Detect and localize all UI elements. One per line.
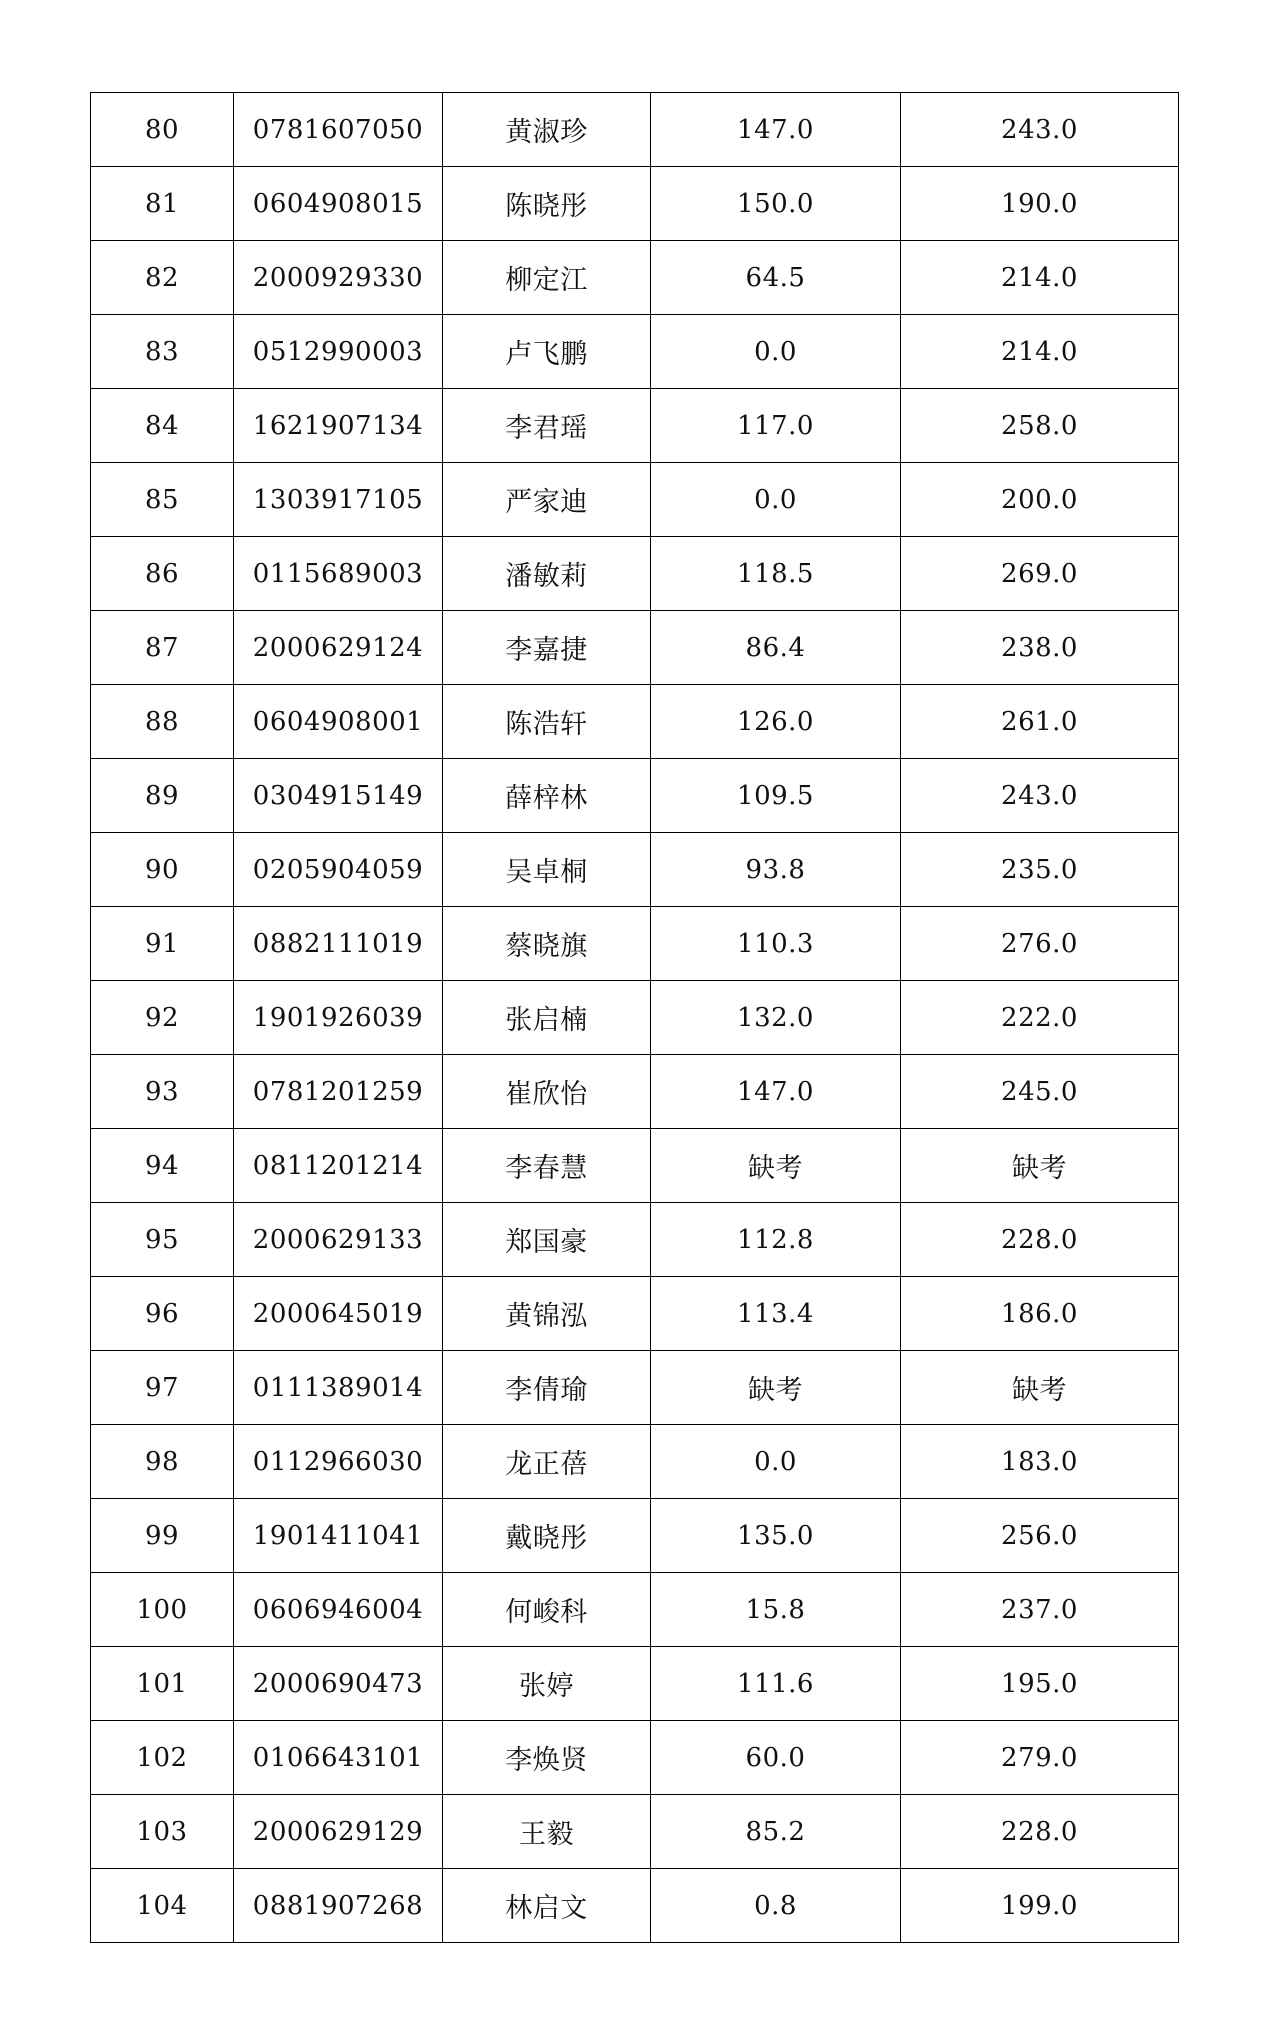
cell-candidate-id: 0811201214 <box>234 1129 443 1203</box>
cell-score-1: 150.0 <box>651 167 901 241</box>
cell-score-1: 85.2 <box>651 1795 901 1869</box>
cell-name: 李焕贤 <box>443 1721 651 1795</box>
cell-score-1: 112.8 <box>651 1203 901 1277</box>
cell-name: 郑国豪 <box>443 1203 651 1277</box>
cell-candidate-id: 1303917105 <box>234 463 443 537</box>
cell-score-2: 279.0 <box>901 1721 1179 1795</box>
cell-candidate-id: 0304915149 <box>234 759 443 833</box>
cell-candidate-id: 2000929330 <box>234 241 443 315</box>
cell-name: 张启楠 <box>443 981 651 1055</box>
cell-number: 95 <box>91 1203 234 1277</box>
cell-score-1: 0.8 <box>651 1869 901 1943</box>
cell-score-1: 64.5 <box>651 241 901 315</box>
table-row <box>91 241 1179 315</box>
cell-candidate-id: 1901926039 <box>234 981 443 1055</box>
cell-score-1: 135.0 <box>651 1499 901 1573</box>
cell-score-2: 200.0 <box>901 463 1179 537</box>
cell-candidate-id: 0604908001 <box>234 685 443 759</box>
table-row <box>91 315 1179 389</box>
table-row <box>91 1351 1179 1425</box>
cell-score-2: 228.0 <box>901 1795 1179 1869</box>
cell-score-2: 缺考 <box>901 1351 1179 1425</box>
cell-score-2: 276.0 <box>901 907 1179 981</box>
cell-score-2: 222.0 <box>901 981 1179 1055</box>
cell-candidate-id: 1621907134 <box>234 389 443 463</box>
cell-score-2: 245.0 <box>901 1055 1179 1129</box>
cell-number: 102 <box>91 1721 234 1795</box>
table-row <box>91 1795 1179 1869</box>
cell-score-2: 缺考 <box>901 1129 1179 1203</box>
cell-candidate-id: 0205904059 <box>234 833 443 907</box>
table-row <box>91 1203 1179 1277</box>
table-row <box>91 463 1179 537</box>
cell-candidate-id: 0115689003 <box>234 537 443 611</box>
cell-number: 82 <box>91 241 234 315</box>
cell-score-2: 261.0 <box>901 685 1179 759</box>
cell-number: 81 <box>91 167 234 241</box>
cell-score-1: 117.0 <box>651 389 901 463</box>
cell-name: 龙正蓓 <box>443 1425 651 1499</box>
cell-score-1: 15.8 <box>651 1573 901 1647</box>
cell-candidate-id: 0781607050 <box>234 93 443 167</box>
cell-candidate-id: 0111389014 <box>234 1351 443 1425</box>
table-row <box>91 907 1179 981</box>
cell-score-1: 86.4 <box>651 611 901 685</box>
cell-candidate-id: 0112966030 <box>234 1425 443 1499</box>
cell-candidate-id: 1901411041 <box>234 1499 443 1573</box>
cell-number: 83 <box>91 315 234 389</box>
table-row <box>91 759 1179 833</box>
score-table <box>90 92 1179 1943</box>
cell-number: 91 <box>91 907 234 981</box>
cell-score-2: 190.0 <box>901 167 1179 241</box>
cell-score-1: 111.6 <box>651 1647 901 1721</box>
cell-number: 100 <box>91 1573 234 1647</box>
cell-score-1: 118.5 <box>651 537 901 611</box>
table-row <box>91 1055 1179 1129</box>
cell-score-2: 237.0 <box>901 1573 1179 1647</box>
cell-name: 李嘉捷 <box>443 611 651 685</box>
cell-candidate-id: 2000645019 <box>234 1277 443 1351</box>
cell-name: 陈晓彤 <box>443 167 651 241</box>
table-row <box>91 1425 1179 1499</box>
cell-score-1: 110.3 <box>651 907 901 981</box>
cell-score-1: 113.4 <box>651 1277 901 1351</box>
cell-candidate-id: 2000690473 <box>234 1647 443 1721</box>
cell-name: 陈浩轩 <box>443 685 651 759</box>
cell-score-1: 0.0 <box>651 315 901 389</box>
cell-candidate-id: 0781201259 <box>234 1055 443 1129</box>
cell-name: 黄锦泓 <box>443 1277 651 1351</box>
table-row <box>91 1721 1179 1795</box>
cell-name: 李倩瑜 <box>443 1351 651 1425</box>
cell-score-2: 256.0 <box>901 1499 1179 1573</box>
cell-candidate-id: 0512990003 <box>234 315 443 389</box>
cell-score-1: 0.0 <box>651 463 901 537</box>
cell-name: 柳定江 <box>443 241 651 315</box>
cell-score-2: 258.0 <box>901 389 1179 463</box>
cell-number: 90 <box>91 833 234 907</box>
cell-score-2: 199.0 <box>901 1869 1179 1943</box>
cell-candidate-id: 2000629133 <box>234 1203 443 1277</box>
cell-name: 李春慧 <box>443 1129 651 1203</box>
cell-candidate-id: 0606946004 <box>234 1573 443 1647</box>
table-row <box>91 1129 1179 1203</box>
cell-score-2: 238.0 <box>901 611 1179 685</box>
cell-score-1: 93.8 <box>651 833 901 907</box>
table-row <box>91 1869 1179 1943</box>
cell-score-1: 60.0 <box>651 1721 901 1795</box>
cell-score-2: 243.0 <box>901 759 1179 833</box>
cell-name: 王毅 <box>443 1795 651 1869</box>
cell-number: 101 <box>91 1647 234 1721</box>
table-row <box>91 833 1179 907</box>
cell-name: 吴卓桐 <box>443 833 651 907</box>
cell-score-1: 147.0 <box>651 1055 901 1129</box>
table-row <box>91 537 1179 611</box>
table-row <box>91 611 1179 685</box>
cell-score-1: 126.0 <box>651 685 901 759</box>
cell-number: 94 <box>91 1129 234 1203</box>
cell-candidate-id: 2000629124 <box>234 611 443 685</box>
table-row <box>91 685 1179 759</box>
table-row <box>91 167 1179 241</box>
cell-score-1: 缺考 <box>651 1351 901 1425</box>
cell-candidate-id: 0106643101 <box>234 1721 443 1795</box>
cell-name: 戴晓彤 <box>443 1499 651 1573</box>
table-row <box>91 1499 1179 1573</box>
cell-number: 103 <box>91 1795 234 1869</box>
cell-number: 88 <box>91 685 234 759</box>
cell-score-1: 147.0 <box>651 93 901 167</box>
cell-candidate-id: 2000629129 <box>234 1795 443 1869</box>
cell-name: 薛梓林 <box>443 759 651 833</box>
cell-name: 李君瑶 <box>443 389 651 463</box>
cell-score-2: 235.0 <box>901 833 1179 907</box>
cell-name: 严家迪 <box>443 463 651 537</box>
cell-number: 92 <box>91 981 234 1055</box>
cell-number: 89 <box>91 759 234 833</box>
cell-number: 87 <box>91 611 234 685</box>
cell-score-2: 243.0 <box>901 93 1179 167</box>
cell-number: 97 <box>91 1351 234 1425</box>
cell-name: 林启文 <box>443 1869 651 1943</box>
cell-score-2: 195.0 <box>901 1647 1179 1721</box>
cell-score-1: 132.0 <box>651 981 901 1055</box>
table-row <box>91 389 1179 463</box>
cell-score-2: 183.0 <box>901 1425 1179 1499</box>
cell-score-2: 269.0 <box>901 537 1179 611</box>
table-row <box>91 1647 1179 1721</box>
cell-score-2: 186.0 <box>901 1277 1179 1351</box>
cell-number: 104 <box>91 1869 234 1943</box>
cell-score-2: 228.0 <box>901 1203 1179 1277</box>
cell-name: 蔡晓旗 <box>443 907 651 981</box>
table-row <box>91 981 1179 1055</box>
table-row <box>91 1573 1179 1647</box>
cell-number: 96 <box>91 1277 234 1351</box>
cell-number: 86 <box>91 537 234 611</box>
table-row <box>91 1277 1179 1351</box>
cell-score-2: 214.0 <box>901 241 1179 315</box>
cell-score-1: 缺考 <box>651 1129 901 1203</box>
cell-name: 黄淑珍 <box>443 93 651 167</box>
cell-candidate-id: 0881907268 <box>234 1869 443 1943</box>
cell-score-2: 214.0 <box>901 315 1179 389</box>
cell-name: 潘敏莉 <box>443 537 651 611</box>
table-body <box>91 93 1179 1943</box>
cell-score-1: 0.0 <box>651 1425 901 1499</box>
cell-name: 张婷 <box>443 1647 651 1721</box>
table-row <box>91 93 1179 167</box>
cell-candidate-id: 0882111019 <box>234 907 443 981</box>
cell-score-1: 109.5 <box>651 759 901 833</box>
cell-name: 何峻科 <box>443 1573 651 1647</box>
cell-number: 98 <box>91 1425 234 1499</box>
cell-number: 99 <box>91 1499 234 1573</box>
cell-name: 卢飞鹏 <box>443 315 651 389</box>
cell-number: 93 <box>91 1055 234 1129</box>
cell-number: 80 <box>91 93 234 167</box>
cell-candidate-id: 0604908015 <box>234 167 443 241</box>
cell-name: 崔欣怡 <box>443 1055 651 1129</box>
cell-number: 84 <box>91 389 234 463</box>
cell-number: 85 <box>91 463 234 537</box>
